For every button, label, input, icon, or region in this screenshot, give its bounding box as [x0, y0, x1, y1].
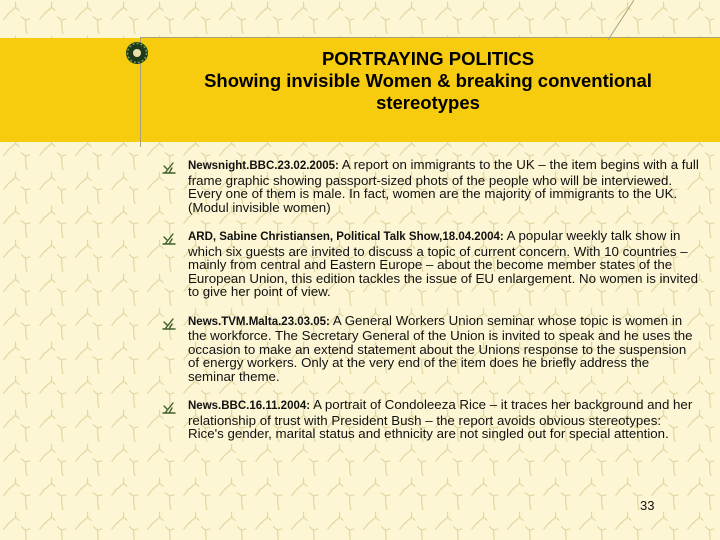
title-line-3: stereotypes: [376, 92, 480, 113]
item-text: A portrait of Condoleeza Rice – it traces her background and her relationship of trust with President Bush – the report avoids obvious stereotypes: Rice's gender, marital status and ethnicity are not singled out for special attention.: [188, 397, 693, 441]
item-lead: ARD, Sabine Christiansen, Political Talk Show,18.04.2004:: [188, 231, 504, 243]
sprout-bullet-icon: [162, 160, 176, 174]
item-lead: News.TVM.Malta.23.03.05:: [188, 315, 330, 328]
item-lead: News.BBC.16.11.2004:: [188, 400, 311, 412]
item-text: A report on immigrants to the UK – the item begins with a full frame graphic showing passport-sized phots of the people who will be interviewed. Every one of them is male. In fact, women are the majority of immigrants to the UK. (Modul invisible women): [188, 157, 699, 215]
item-lead: Newsnight.BBC.23.02.2005:: [188, 160, 339, 172]
sprout-bullet-icon: [162, 231, 176, 245]
title-orb-icon: [124, 40, 150, 66]
list-item: [160, 229, 700, 299]
list-item: [160, 314, 700, 384]
page-number: 33: [640, 498, 655, 513]
bullet-list: [160, 158, 700, 456]
list-item: [160, 398, 700, 441]
list-item: [160, 158, 700, 214]
title-line-2: Showing invisible Women & breaking conventional: [204, 70, 652, 91]
sprout-bullet-icon: [162, 316, 176, 330]
band-diagonal-rule: [594, 0, 634, 40]
page-title: [148, 48, 708, 114]
item-text: A General Workers Union seminar whose topic is women in the workforce. The Secretary General of the Union is invited to speak and he uses the occasion to make an extend statement about the Unions response to the suspension of energy workers. Only at the very end of the item does he briefly address the seminar theme.: [188, 312, 693, 384]
sprout-bullet-icon: [162, 400, 176, 414]
title-line-1: PORTRAYING POLITICS: [321, 48, 535, 69]
item-text: A popular weekly talk show in which six guests are invited to discuss a topic of current concern. With 10 countries – mainly from central and Eastern Europe – about the become member states of the European Union, this edition tackles the issue of EU enlargement. No women is invited to give her point of view.: [188, 228, 698, 299]
